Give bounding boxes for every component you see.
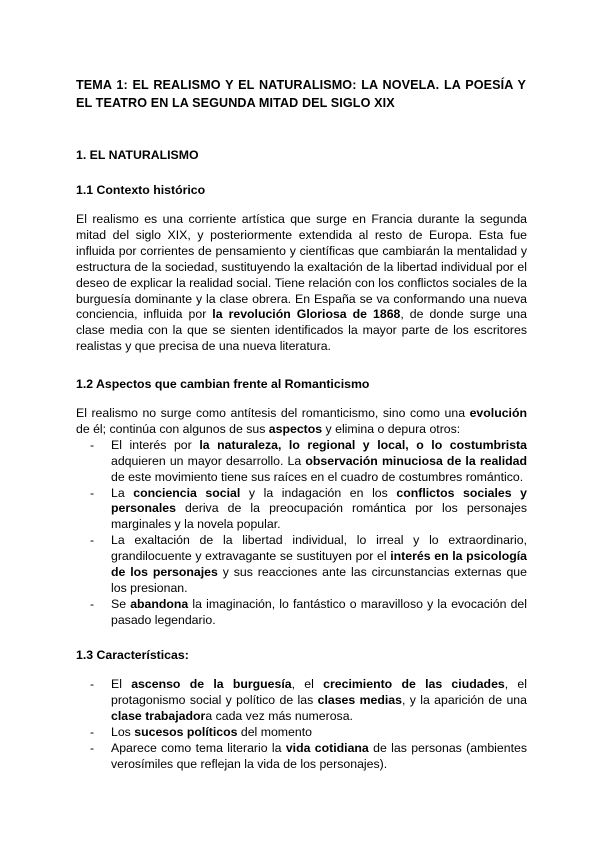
list-item: - La exaltación de la libertad individual, lo irreal y lo extraordinario, grandilocuente y extravagante se sustituyen por el interés en la psicología de los personajes y sus reacciones ante las circunstancias externas que los presionan. xyxy=(90,533,527,595)
list-dash: - xyxy=(90,485,95,500)
bold-revolucion-gloriosa: la revolución Gloriosa de 1868 xyxy=(212,307,401,322)
list-item: - La conciencia social y la indagación en los conflictos sociales y personales deriva de la preocupación romántica por los personajes marginales y la novela popular. xyxy=(90,485,527,532)
list-item: - Aparece como tema literario la vida cotidiana de las personas (ambientes verosímiles que reflejan la vida de los personajes). xyxy=(90,740,527,771)
subsection-heading-contexto: 1.1 Contexto histórico xyxy=(76,183,206,197)
list-dash: - xyxy=(90,533,95,548)
list-item: - Se abandona la imaginación, lo fantástico o maravilloso y la evocación del pasado legendario. xyxy=(90,596,527,627)
list-dash: - xyxy=(90,677,95,691)
section-aspectos-body xyxy=(76,406,527,629)
paragraph-contexto-historico: El realismo es una corriente artística que surge en Francia durante la segunda mitad del siglo XIX, y posteriormente extendida al resto de Europa. Esta fue influida por corrientes de pensamiento y científicas que cambiarán la mentalidad y estructura de la sociedad, sustituyendo la exaltación de la libertad individual por el deseo de explicar la realidad social. Tiene relación con los conflictos sociales de la burguesía dominante y la clase obrera. En España se va conformando una nueva conciencia, influida por la revolución Gloriosa de 1868, de donde surge una clase media con la que se sienten identificados la mayor parte de los escritores realistas y que precisa de una nueva literatura. xyxy=(76,212,527,354)
subsection-heading-aspectos: 1.2 Aspectos que cambian frente al Romanticismo xyxy=(76,377,370,391)
list-dash: - xyxy=(90,740,95,755)
subsection-heading-caracteristicas: 1.3 Características: xyxy=(76,648,189,662)
list-item: - Los sucesos políticos del momento xyxy=(90,724,312,739)
list-dash: - xyxy=(90,724,95,739)
paragraph-aspectos-intro: El realismo no surge como antítesis del romanticismo, sino como una evolución de él; continúa con algunos de sus aspectos y elimina o depura otros: xyxy=(76,406,527,436)
list-item: - El ascenso de la burguesía, el crecimiento de las ciudades, el protagonismo social y político de las clases medias, y la aparición de una clase trabajadora cada vez más numerosa. xyxy=(90,677,528,723)
list-dash: - xyxy=(90,596,95,611)
section-heading-naturalismo: 1. EL NATURALISMO xyxy=(76,148,199,162)
section-caracteristicas-body xyxy=(76,677,527,772)
list-dash: - xyxy=(90,437,95,452)
aspectos-list xyxy=(76,438,527,629)
document-title: TEMA 1: EL REALISMO Y EL NATURALISMO: LA NOVELA. LA POESÍA Y EL TEATRO EN LA SEGUNDA MITAD DEL SIGLO XIX xyxy=(76,78,526,110)
caracteristicas-list xyxy=(76,677,527,772)
list-item: - El interés por la naturaleza, lo regional y local, o lo costumbrista adquieren un mayor desarrollo. La observación minuciosa de la realidad de este movimiento tiene sus raíces en el cuadro de costumbres romántico. xyxy=(90,437,527,484)
